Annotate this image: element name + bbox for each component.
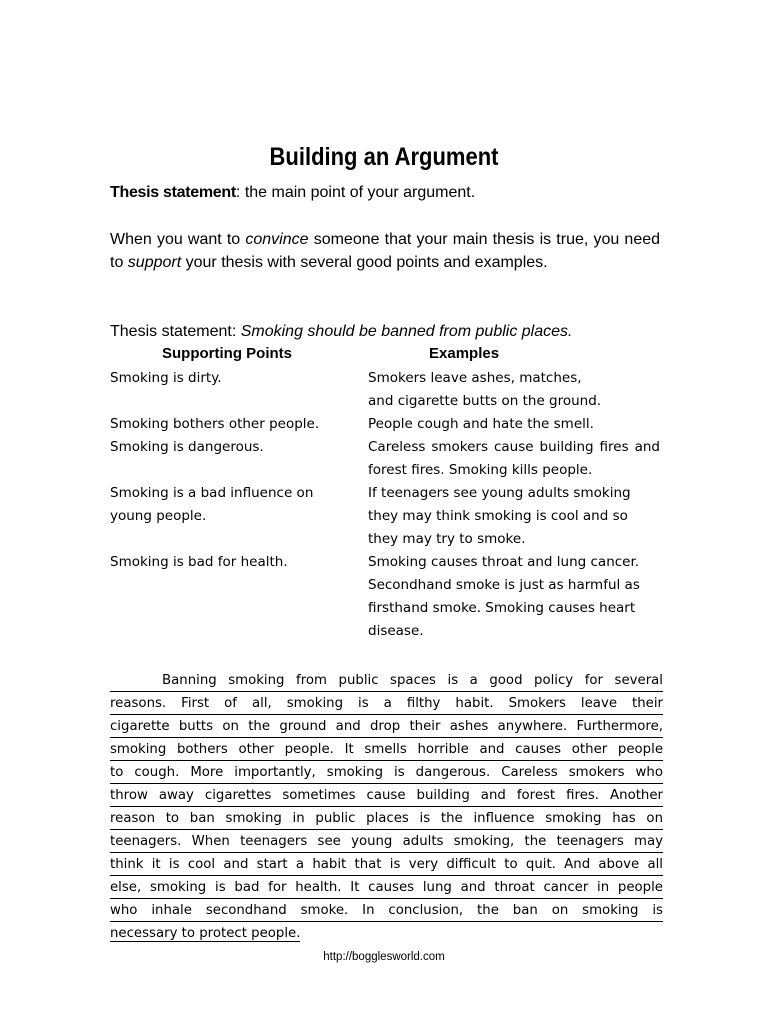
intro-emphasis-convince: convince — [245, 231, 309, 248]
example-thesis — [110, 320, 660, 343]
supporting-point: Smoking is a bad influence on young people. — [110, 485, 314, 524]
table-row — [110, 482, 670, 551]
essay-line-last — [110, 922, 663, 945]
essay-closing-text: necessary to protect people. — [110, 926, 301, 941]
example-thesis-label: Thesis statement: — [110, 323, 241, 340]
essay-line: to cough. More importantly, smoking is dangerous. Careless smokers who — [110, 761, 663, 784]
example: People cough and hate the smell. — [368, 416, 594, 432]
essay-line: reason to ban smoking in public places is the influence smoking has on — [110, 807, 663, 830]
thesis-definition-text: : the main point of your argument. — [235, 184, 476, 201]
example: Careless smokers cause building fires and forest fires. Smoking kills people. — [368, 439, 660, 478]
example: Smoking causes throat and lung cancer. Secondhand smoke is just as harmful as firsthand smoke. Smoking causes heart disease. — [368, 554, 640, 639]
supporting-point: Smoking bothers other people. — [110, 416, 320, 432]
essay-line: smoking bothers other people. It smells horrible and causes other people — [110, 738, 663, 761]
table-row — [110, 367, 670, 413]
essay-line: teenagers. When teenagers see young adults smoking, the teenagers may — [110, 830, 663, 853]
essay-line: who inhale secondhand smoke. In conclusion, the ban on smoking is — [110, 899, 663, 922]
intro-emphasis-support: support — [127, 254, 182, 271]
thesis-label: Thesis statement — [110, 184, 236, 201]
essay-line: else, smoking is bad for health. It causes lung and throat cancer in people — [110, 876, 663, 899]
supporting-point: Smoking is bad for health. — [110, 554, 288, 570]
intro-paragraph — [110, 228, 660, 274]
example: Smokers leave ashes, matches, and cigarette butts on the ground. — [368, 370, 602, 409]
intro-text-3: your thesis with several good points and examples. — [181, 254, 548, 271]
essay-line: Banning smoking from public spaces is a good policy for several — [110, 669, 663, 692]
footer-url: http://bogglesworld.com — [323, 951, 445, 963]
essay-line: cigarette butts on the ground and drop their ashes anywhere. Furthermore, — [110, 715, 663, 738]
example-thesis-text: Smoking should be banned from public places. — [240, 323, 573, 340]
supporting-point: Smoking is dirty. — [110, 370, 222, 386]
essay-paragraph — [110, 669, 663, 945]
thesis-definition — [110, 181, 660, 204]
essay-line: think it is cool and start a habit that is very difficult to quit. And above all — [110, 853, 663, 876]
table-row — [110, 413, 670, 436]
page-title: Building an Argument — [269, 143, 499, 171]
blank-line — [450, 927, 507, 945]
column-header-examples: Examples — [429, 345, 500, 362]
example: If teenagers see young adults smoking they may think smoking is cool and so they may try to smoke. — [368, 485, 631, 547]
column-header-supporting-points: Supporting Points — [162, 345, 292, 362]
supporting-point: Smoking is dangerous. — [110, 439, 264, 455]
essay-line: throw away cigarettes sometimes cause building and forest fires. Another — [110, 784, 663, 807]
table-row — [110, 436, 670, 482]
intro-text-1: When you want to — [110, 231, 246, 248]
points-table — [110, 367, 670, 643]
table-row — [110, 551, 670, 643]
intro-text-2: someone that your main thesis is true, you need to — [110, 231, 661, 271]
essay-line: reasons. First of all, smoking is a filthy habit. Smokers leave their — [110, 692, 663, 715]
